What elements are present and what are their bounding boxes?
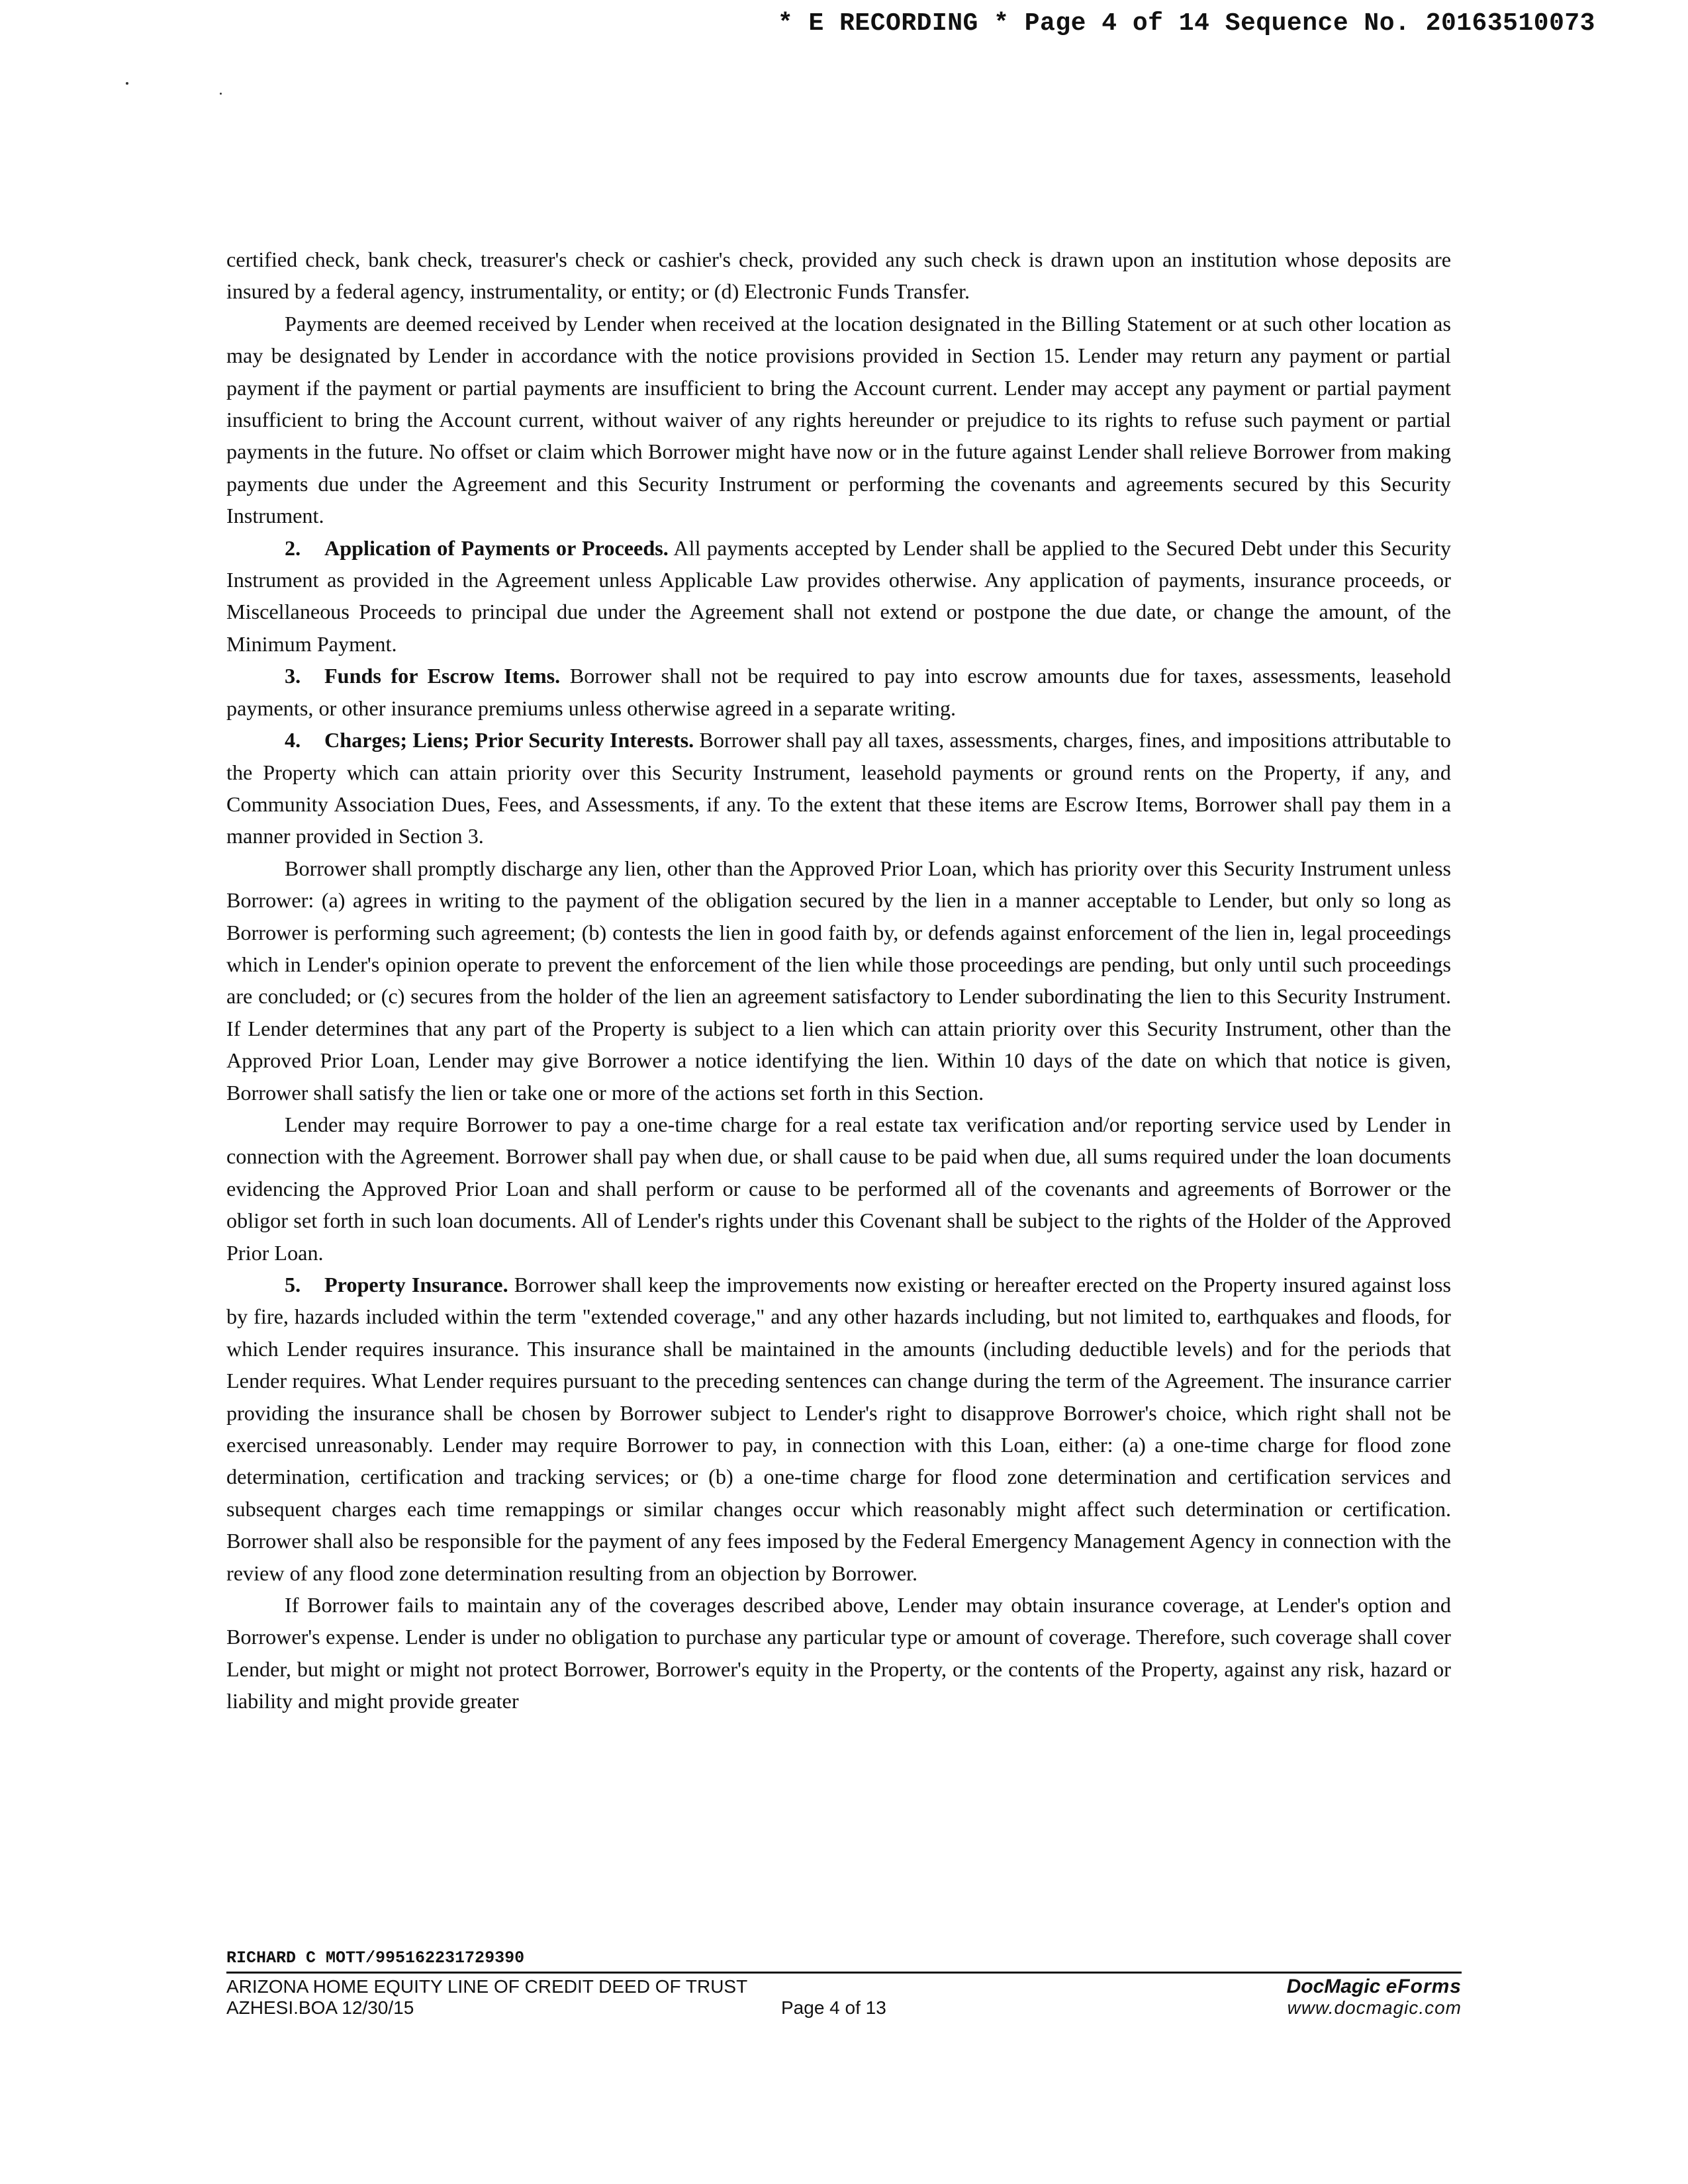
footer-brand xyxy=(1287,1976,1462,2019)
borrower-reference: RICHARD C MOTT/995162231729390 xyxy=(226,1948,525,1968)
paragraph-payments-received: Payments are deemed received by Lender when received at the location designated in the Billing Statement or at such other location as may be designated by Lender in accordance with the notice provisions provided in Section 15. Lender may return any payment or partial payment if the payment or partial payments are insufficient to bring the Account current. Lender may accept any payment or partial payment insufficient to bring the Account current, without waiver of any rights hereunder or prejudice to its rights to refuse such payment or partial payments in the future. No offset or claim which Borrower might have now or in the future against Lender shall relieve Borrower from making payments due under the Agreement and this Security Instrument or performing the covenants and agreements secured by this Security Instrument. xyxy=(226,311,1451,528)
footer-divider xyxy=(226,1972,1462,1974)
section-text: All payments accepted by Lender shall be applied to the Secured Debt under this Security Instrument as provided in the Agreement unless Applicable Law provides otherwise. Any application of payments, insurance proceeds, or Miscellaneous Proceeds to principal due under the Agreement shall not extend or postpone the due date, or change the amount, of the Minimum Payment. xyxy=(226,535,1451,656)
section-number: 4. xyxy=(285,728,301,752)
brand-website: www.docmagic.com xyxy=(1287,1997,1462,2018)
section-number: 3. xyxy=(285,664,301,688)
recording-stamp: * E RECORDING * Page 4 of 14 Sequence No. 20163510073 xyxy=(777,9,1595,38)
document-title: ARIZONA HOME EQUITY LINE OF CREDIT DEED OF TRUST xyxy=(226,1976,748,1997)
section-5 xyxy=(226,1269,1451,1589)
scan-speck xyxy=(220,93,222,95)
brand-logo xyxy=(1287,1976,1462,1997)
section-4 xyxy=(226,724,1451,852)
paragraph-insurance-coverage: If Borrower fails to maintain any of the coverages described above, Lender may obtain insurance coverage, at Lender's option and Borrower's expense. Lender is under no obligation to purchase any particular type or amount of coverage. Therefore, such coverage shall cover Lender, but might or might not protect Borrower, Borrower's equity in the Property, or the contents of the Property, against any risk, hazard or liability and might provide greater xyxy=(226,1593,1451,1713)
section-title: Property Insurance. xyxy=(324,1273,508,1297)
section-number: 2. xyxy=(285,535,301,560)
page-number: Page 4 of 13 xyxy=(781,1997,886,2018)
footer-document-info xyxy=(226,1976,747,2019)
paragraph-tax-verification: Lender may require Borrower to pay a one-time charge for a real estate tax verification and/or reporting service used by Lender in connection with the Agreement. Borrower shall pay when due, or shall cause to be paid when due, all sums required under the loan documents evidencing the Approved Prior Loan and shall perform or cause to be performed all of the covenants and agreements of Borrower or the obligor set forth in such loan documents. All of Lender's rights under this Covenant shall be subject to the rights of the Holder of the Approved Prior Loan. xyxy=(226,1112,1451,1265)
section-title: Charges; Liens; Prior Security Interests. xyxy=(324,728,694,752)
section-3 xyxy=(226,660,1451,724)
paragraph-lien-discharge: Borrower shall promptly discharge any lien, other than the Approved Prior Loan, which has priority over this Security Instrument unless Borrower: (a) agrees in writing to the payment of the obligation secured by the lien in a manner acceptable to Lender, but only so long as Borrower is performing such agreement; (b) contests the lien in good faith by, or defends against enforcement of the lien in, legal proceedings which in Lender's opinion operate to prevent the enforcement of the lien while those proceedings are pending, but only until such proceedings are concluded; or (c) secures from the holder of the lien an agreement satisfactory to Lender subordinating the lien to this Security Instrument. If Lender determines that any part of the Property is subject to a lien which can attain priority over this Security Instrument, other than the Approved Prior Loan, Lender may give Borrower a notice identifying the lien. Within 10 days of the date on which that notice is given, Borrower shall satisfy the lien or take one or more of the actions set forth in this Section. xyxy=(226,856,1451,1105)
section-2 xyxy=(226,532,1451,660)
section-number: 5. xyxy=(285,1273,301,1297)
brand-name: DocMagic xyxy=(1286,1976,1381,1997)
paragraph-payment-methods: certified check, bank check, treasurer's check or cashier's check, provided any such check is drawn upon an institution whose deposits are insured by a federal agency, instrumentality, or entity; or (d) Electronic Funds Transfer. xyxy=(226,248,1451,304)
scan-speck xyxy=(126,82,128,85)
document-body xyxy=(226,244,1451,1717)
section-text: Borrower shall keep the improvements now existing or hereafter erected on the Property insured against loss by fire, hazards included within the term "extended coverage," and any other hazards including, but not limited to, earthquakes and floods, for which Lender requires insurance. This insurance shall be maintained in the amounts (including deductible levels) and for the periods that Lender requires. What Lender requires pursuant to the preceding sentences can change during the term of the Agreement. The insurance carrier providing the insurance shall be chosen by Borrower subject to Lender's right to disapprove Borrower's choice, which right shall not be exercised unreasonably. Lender may require Borrower to pay, in connection with this Loan, either: (a) a one-time charge for flood zone determination, certification and tracking services; or (b) a one-time charge for flood zone determination and certification services and subsequent charges each time remappings or similar changes occur which reasonably might affect such determination or certification. Borrower shall also be responsible for the payment of any fees imposed by the Federal Emergency Management Agency in connection with the review of any flood zone determination resulting from an objection by Borrower. xyxy=(226,1273,1451,1585)
section-title: Application of Payments or Proceeds. xyxy=(324,535,669,560)
section-text: Borrower shall not be required to pay into escrow amounts due for taxes, assessments, leasehold payments, or other insurance premiums unless otherwise agreed in a separate writing. xyxy=(226,664,1452,720)
section-title: Funds for Escrow Items. xyxy=(324,664,561,688)
section-text: Borrower shall pay all taxes, assessments, charges, fines, and impositions attributable to the Property which can attain priority over this Security Instrument, leasehold payments or ground rents on the Property, if any, and Community Association Dues, Fees, and Assessments, if any. To the extent that these items are Escrow Items, Borrower shall pay them in a manner provided in Section 3. xyxy=(226,728,1452,848)
brand-forms: eForms xyxy=(1385,1976,1462,1997)
form-code: AZHESI.BOA 12/30/15 xyxy=(226,1997,414,2018)
